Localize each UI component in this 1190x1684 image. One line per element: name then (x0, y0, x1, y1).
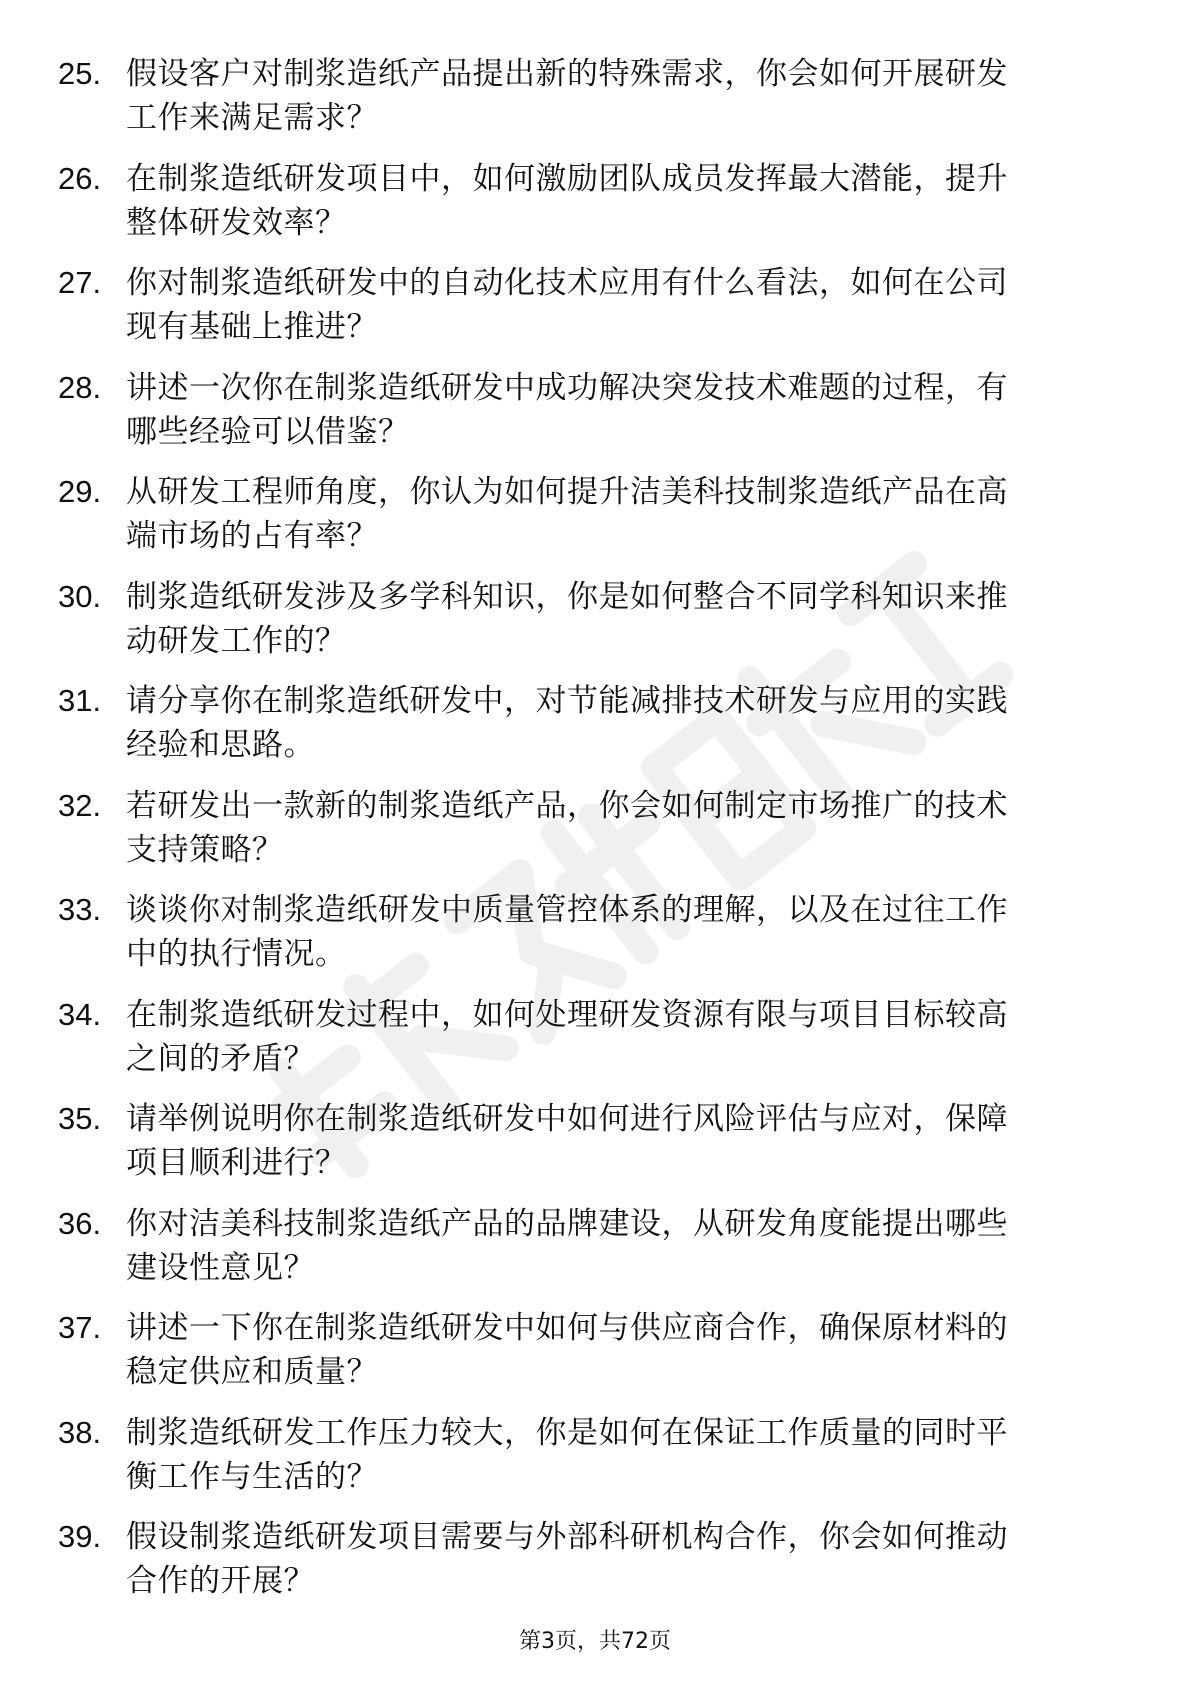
question-text: 若研发出一款新的制浆造纸产品，你会如何制定市场推广的技术 支持策略？ (126, 787, 1008, 868)
page-indicator: 第3页，共72页 (519, 1629, 671, 1654)
question-text: 请举例说明你在制浆造纸研发中如何进行风险评估与应对，保障 项目顺利进行？ (126, 1101, 1008, 1181)
question-item (0, 1411, 1190, 1516)
question-number: 36. (58, 1205, 102, 1241)
question-text: 制浆造纸研发工作压力较大，你是如何在保证工作质量的同时平 衡工作与生活的？ (126, 1414, 1008, 1495)
question-item (0, 1097, 1190, 1202)
question-item (0, 366, 1190, 471)
question-number: 37. (58, 1310, 102, 1345)
question-list (0, 52, 1190, 1620)
question-item (0, 888, 1190, 993)
question-item (0, 1306, 1190, 1411)
question-item (0, 679, 1190, 784)
question-number: 28. (58, 369, 102, 405)
question-item (0, 993, 1190, 1098)
question-number: 32. (58, 787, 102, 823)
question-text: 谈谈你对制浆造纸研发中质量管控体系的理解，以及在过往工作 中的执行情况。 (126, 892, 1008, 972)
question-text: 讲述一下你在制浆造纸研发中如何与供应商合作，确保原材料的 稳定供应和质量？ (126, 1310, 1008, 1390)
question-text: 你对洁美科技制浆造纸产品的品牌建设，从研发角度能提出哪些 建设性意见？ (126, 1205, 1008, 1286)
question-text: 制浆造纸研发涉及多学科知识，你是如何整合不同学科知识来推 动研发工作的？ (126, 578, 1008, 659)
question-number: 29. (58, 474, 102, 509)
question-number: 30. (58, 578, 102, 614)
question-number: 25. (58, 56, 102, 91)
question-text: 假设制浆造纸研发项目需要与外部科研机构合作，你会如何推动 合作的开展？ (126, 1519, 1008, 1599)
question-text: 假设客户对制浆造纸产品提出新的特殊需求，你会如何开展研发 工作来满足需求？ (126, 56, 1008, 136)
question-item (0, 1202, 1190, 1307)
question-number: 34. (58, 996, 102, 1032)
question-item (0, 575, 1190, 680)
question-item (0, 261, 1190, 366)
question-item (0, 1515, 1190, 1620)
question-item (0, 52, 1190, 157)
question-number: 31. (58, 683, 102, 718)
question-item (0, 784, 1190, 889)
question-number: 33. (58, 892, 102, 927)
question-number: 27. (58, 265, 102, 300)
question-text: 你对制浆造纸研发中的自动化技术应用有什么看法，如何在公司 现有基础上推进？ (126, 265, 1008, 345)
question-item (0, 470, 1190, 575)
question-number: 35. (58, 1101, 102, 1136)
question-text: 请分享你在制浆造纸研发中，对节能减排技术研发与应用的实践 经验和思路。 (126, 683, 1008, 763)
question-number: 26. (58, 160, 102, 196)
question-number: 39. (58, 1519, 102, 1554)
question-text: 在制浆造纸研发过程中，如何处理研发资源有限与项目目标较高 之间的矛盾？ (126, 996, 1008, 1077)
question-text: 讲述一次你在制浆造纸研发中成功解决突发技术难题的过程，有 哪些经验可以借鉴？ (126, 369, 1008, 450)
question-text: 从研发工程师角度，你认为如何提升洁美科技制浆造纸产品在高 端市场的占有率？ (126, 474, 1008, 554)
question-number: 38. (58, 1414, 102, 1450)
question-item (0, 157, 1190, 262)
question-text: 在制浆造纸研发项目中，如何激励团队成员发挥最大潜能，提升 整体研发效率？ (126, 160, 1008, 241)
